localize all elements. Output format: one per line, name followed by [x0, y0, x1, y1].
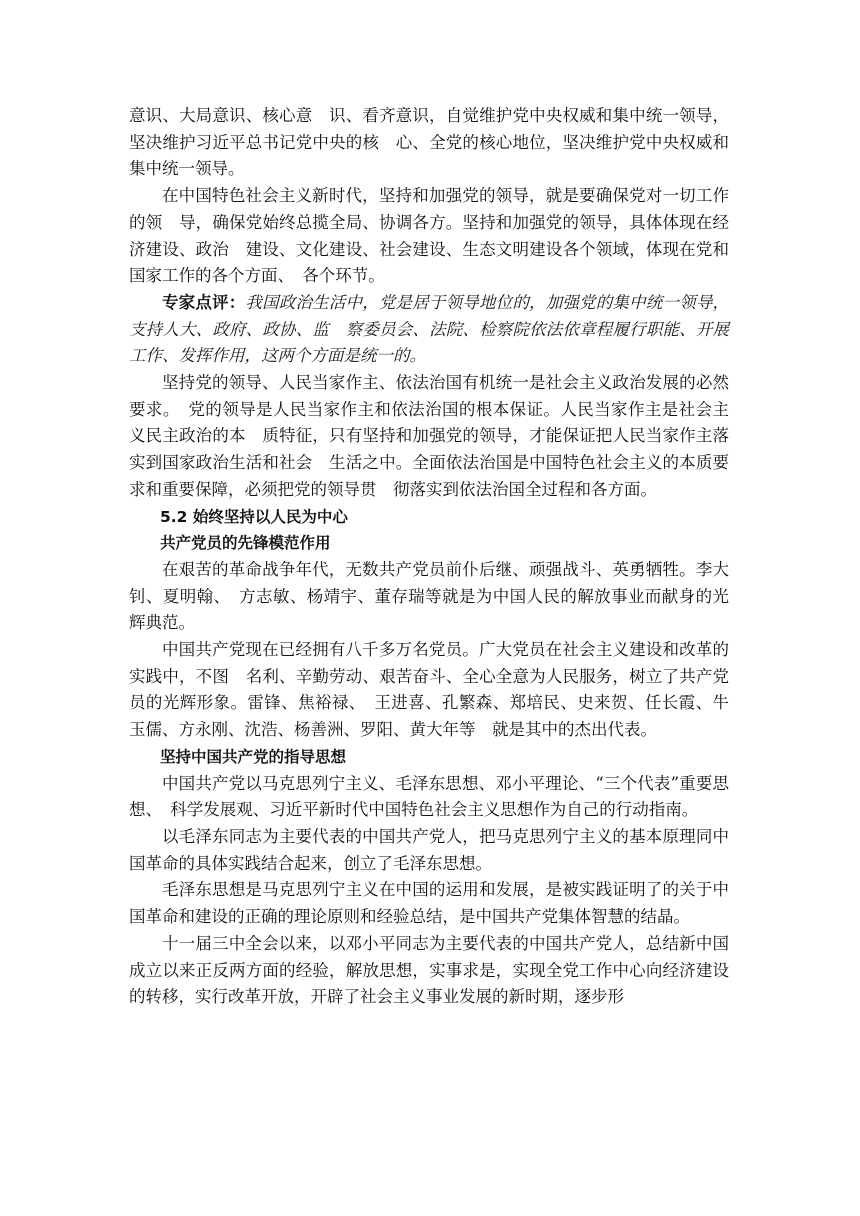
- document-body: [129, 103, 729, 1011]
- paragraph-continuation: 意识、大局意识、核心意 识、看齐意识，自觉维护党中央权威和集中统一领导，坚决维护习近平总书记党中央的核 心、全党的核心地位，坚决维护党中央权威和集中统一领导。: [129, 106, 729, 179]
- paragraph-party-members: 中国共产党现在已经拥有八千多万名党员。广大党员在社会主义建设和改革的实践中，不图 名利、辛勤劳动、艰苦奋斗、全心全意为人民服务，树立了共产党员的光辉形象。雷锋、焦裕禄、 王进喜、孔繁森、郑培民、史来贺、任长霞、牛玉儒、方永刚、沈浩、杨善洲、罗阳、黄大年等 就是其中的杰出代表。: [129, 640, 729, 740]
- paragraph-mao-thought: 毛泽东思想是马克思列宁主义在中国的运用和发展，是被实践证明了的关于中国革命和建设的正确的理论原则和经验总结，是中国共产党集体智慧的结晶。: [129, 880, 729, 927]
- expert-comment: [129, 290, 729, 370]
- section-heading-5-2: 5.2 始终坚持以人民为中心: [160, 507, 348, 526]
- paragraph-mao-founding: 以毛泽东同志为主要代表的中国共产党人，把马克思列宁主义的基本原理同中国革命的具体实践结合起来，创立了毛泽东思想。: [129, 826, 729, 873]
- subheading-vanguard-role: 共产党员的先锋模范作用: [160, 534, 331, 553]
- paragraph-guiding-thought: 中国共产党以马克思列宁主义、毛泽东思想、邓小平理论、“三个代表”重要思想、 科学发展观、习近平新时代中国特色社会主义思想作为自己的行动指南。: [129, 773, 729, 820]
- expert-comment-label: 专家点评：: [162, 292, 246, 312]
- subheading-guiding-thought: 坚持中国共产党的指导思想: [160, 747, 347, 766]
- paragraph-party-leadership: 在中国特色社会主义新时代，坚持和加强党的领导，就是要确保党对一切工作的领 导，确保党始终总揽全局、协调各方。坚持和加强党的领导，具体体现在经济建设、政治 建设、文化建设、社会建设、生态文明建设各个领域，体现在党和国家工作的各个方面、 各个环节。: [129, 186, 729, 286]
- paragraph-deng-era: 十一届三中全会以来，以邓小平同志为主要代表的中国共产党人，总结新中国成立以来正反两方面的经验，解放思想，实事求是，实现全党工作中心向经济建设的转移，实行改革开放，开辟了社会主义事业发展的新时期，逐步形: [129, 933, 729, 1007]
- paragraph-organic-unity: 坚持党的领导、人民当家作主、依法治国有机统一是社会主义政治发展的必然要求。 党的领导是人民当家作主和依法治国的根本保证。人民当家作主是社会主义民主政治的本 质特征，只有坚持和加强党的领导，才能保证把人民当家作主落实到国家政治生活和社会 生活之中。全面依法治国是中国特色社会主义的本质要求和重要保障，必须把党的领导贯 彻落实到依法治国全过程和各方面。: [129, 373, 729, 499]
- paragraph-revolutionary-war: 在艰苦的革命战争年代，无数共产党员前仆后继、顽强战斗、英勇牺牲。李大钊、夏明翰、 方志敏、杨靖宇、董存瑞等就是为中国人民的解放事业而献身的光辉典范。: [129, 559, 729, 633]
- expert-comment-text: 我国政治生活中，党是居于领导地位的，加强党的集中统一领导，支持人大、政府、政协、监 察委员会、法院、检察院依法依章程履行职能、开展工作、发挥作用，这两个方面是统一的。: [129, 292, 730, 366]
